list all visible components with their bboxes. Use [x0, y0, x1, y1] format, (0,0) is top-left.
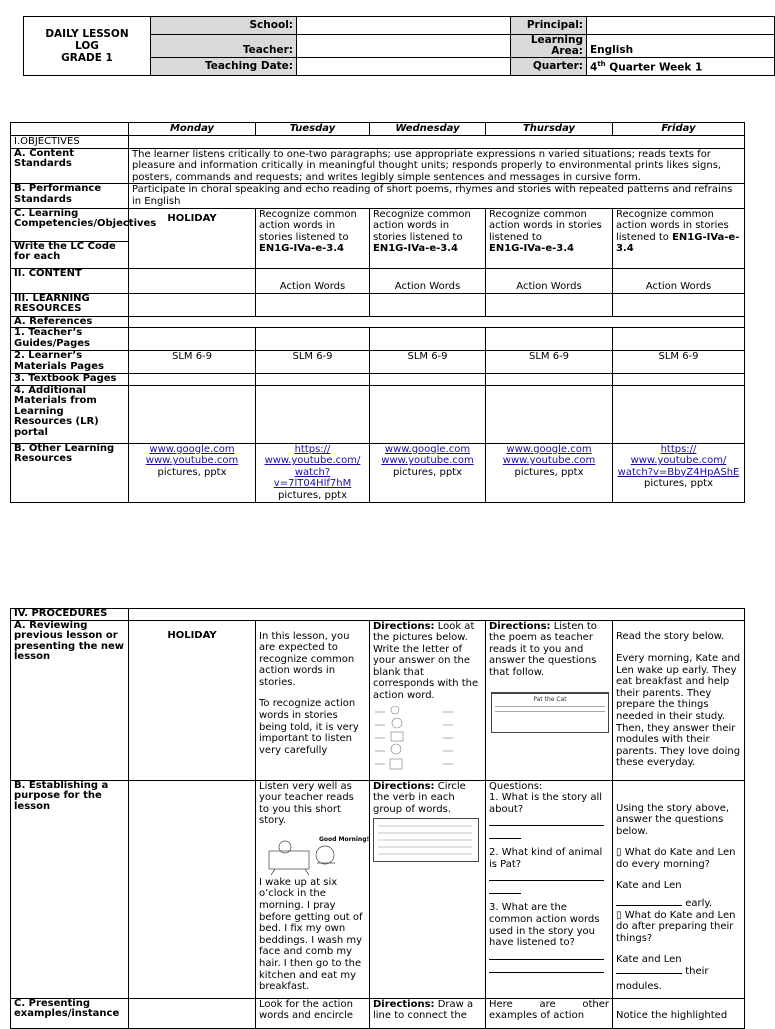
- tuesday-reviewing: In this lesson, you are expected to recognize common action words in stories. To recognize action words in stories being told, it is very important to listen very carefully: [256, 620, 370, 780]
- friday-presenting: Notice the highlighted: [613, 998, 745, 1028]
- school-field: [297, 17, 511, 35]
- friday-competency: Recognize common action words in stories listened to EN1G-IVa-e-3.4: [613, 208, 745, 268]
- other-resources-wednesday: www.google.com www.youtube.com pictures, pptx: [370, 443, 486, 502]
- thursday-competency: Recognize common action words in stories listened to EN1G-IVa-e-3.4: [486, 208, 613, 268]
- learning-area-value: English: [587, 35, 775, 58]
- day-monday: Monday: [129, 123, 256, 136]
- youtube-video-link[interactable]: https:// www.youtube.com/ watch? v=7lT04Hlf7hM: [264, 443, 361, 490]
- box-bullet-icon: ▯: [616, 909, 622, 921]
- google-link[interactable]: www.google.com: [506, 443, 592, 455]
- content-label: II. CONTENT: [11, 268, 129, 293]
- content-standards-label: A. Content Standards: [11, 148, 129, 184]
- tuesday-competency: Recognize common action words in stories listened to EN1G-IVa-e-3.4: [256, 208, 370, 268]
- competencies-label: C. Learning Competencies/Objectives Write the LC Code for each: [11, 208, 129, 268]
- box-bullet-icon: ▯: [616, 847, 622, 859]
- friday-reviewing: Read the story below. Every morning, Kate and Len wake up early. They eat breakfast and help their parents. They prepare the things needed in their study. Then, they answer their modules with their parents. They love doing these everyday.: [613, 620, 745, 780]
- teachers-guide-label: 1. Teacher’s Guides/Pages: [11, 328, 129, 351]
- youtube-link[interactable]: www.youtube.com: [381, 455, 474, 467]
- content-standards-text: The learner listens critically to one-two paragraphs; use appropriate expressions n varied situations; reads texts for pleasure and information critically in meaningful thought units; responds properly to environmental prints likes signs, posters, commands and requests; and writes legibly simple sentences and messages in cursive form.: [129, 148, 745, 184]
- references-label: A. References: [11, 316, 129, 328]
- learners-materials-label: 2. Learner’s Materials Pages: [11, 351, 129, 374]
- youtube-link[interactable]: www.youtube.com: [502, 455, 596, 467]
- monday-holiday-procedures: HOLIDAY: [129, 620, 256, 780]
- matching-worksheet-image: [373, 704, 479, 774]
- learning-resources-label: III. LEARNING RESOURCES: [11, 293, 129, 316]
- header-table: [23, 16, 775, 76]
- procedures-table: [10, 608, 745, 1029]
- establishing-purpose-label: B. Establishing a purpose for the lesson: [11, 780, 129, 998]
- day-thursday: Thursday: [486, 123, 613, 136]
- quarter-value: 4th Quarter Week 1: [587, 58, 775, 76]
- youtube-video-link[interactable]: https:// www.youtube.com/ watch?v=BbyZ4HpAShE: [617, 443, 740, 478]
- google-link[interactable]: www.google.com: [149, 443, 235, 455]
- teaching-date-label: Teaching Date:: [151, 58, 297, 76]
- other-resources-tuesday: https:// www.youtube.com/ watch? v=7lT04Hlf7hM pictures, pptx: [256, 443, 370, 502]
- objectives-label: I.OBJECTIVES: [11, 136, 129, 149]
- teacher-field: [297, 35, 511, 58]
- school-label: School:: [151, 17, 297, 35]
- procedures-label: IV. PROCEDURES: [11, 609, 129, 621]
- wednesday-presenting: Directions: Draw a line to connect the: [370, 998, 486, 1028]
- objectives-table: [10, 122, 745, 503]
- good-morning-illustration: [265, 833, 370, 875]
- thursday-reviewing: Directions: Listen to the poem as teacher reads it to you and answer the questions that follow. Pat the Cat: [486, 620, 613, 780]
- wednesday-purpose: Directions: Circle the verb in each group of words.: [370, 780, 486, 998]
- youtube-link[interactable]: www.youtube.com: [145, 455, 239, 467]
- other-resources-monday: www.google.com www.youtube.com pictures, pptx: [129, 443, 256, 502]
- slm-monday: SLM 6-9: [129, 351, 256, 374]
- other-resources-thursday: www.google.com www.youtube.com pictures, pptx: [486, 443, 613, 502]
- tuesday-presenting: Look for the action words and encircle: [256, 998, 370, 1028]
- slm-wednesday: SLM 6-9: [370, 351, 486, 374]
- monday-holiday: HOLIDAY: [129, 208, 256, 268]
- other-resources-friday: https:// www.youtube.com/ watch?v=BbyZ4HpAShE pictures, pptx: [613, 443, 745, 502]
- textbook-label: 3. Textbook Pages: [11, 374, 129, 386]
- content-thursday: Action Words: [486, 268, 613, 293]
- tuesday-purpose: Listen very well as your teacher reads to you this short story. Good Morning! I wake up at six o’clock in the morning. I pray before getting out of bed. I fix my own beddings. I wash my face and comb my hair. I then go to the kitchen and eat my breakfast.: [256, 780, 370, 998]
- slm-tuesday: SLM 6-9: [256, 351, 370, 374]
- teacher-label: Teacher:: [151, 35, 297, 58]
- day-wednesday: Wednesday: [370, 123, 486, 136]
- performance-standards-label: B. Performance Standards: [11, 184, 129, 208]
- day-tuesday: Tuesday: [256, 123, 370, 136]
- performance-standards-text: Participate in choral speaking and echo reading of short poems, rhymes and stories with repeated patterns and refrains in English: [129, 184, 745, 208]
- principal-label: Principal:: [511, 17, 587, 35]
- content-tuesday: Action Words: [256, 268, 370, 293]
- poem-image: Pat the Cat: [491, 692, 609, 733]
- teaching-date-field: [297, 58, 511, 76]
- thursday-purpose: Questions: 1. What is the story all about? 2. What kind of animal is Pat? 3. What are the common action words used in the story you have listened to?: [486, 780, 613, 998]
- reviewing-label: A. Reviewing previous lesson or presenting the new lesson: [11, 620, 129, 780]
- wednesday-competency: Recognize common action words in stories listened to EN1G-IVa-e-3.4: [370, 208, 486, 268]
- slm-thursday: SLM 6-9: [486, 351, 613, 374]
- thursday-presenting: Here are other examples of action: [486, 998, 613, 1028]
- principal-field: [587, 17, 775, 35]
- svg-text:Good Morning!: Good Morning!: [319, 835, 370, 843]
- other-resources-label: B. Other Learning Resources: [11, 443, 129, 502]
- content-friday: Action Words: [613, 268, 745, 293]
- slm-friday: SLM 6-9: [613, 351, 745, 374]
- google-link[interactable]: www.google.com: [384, 443, 471, 455]
- content-wednesday: Action Words: [370, 268, 486, 293]
- learning-area-label: Learning Area:: [511, 35, 587, 58]
- presenting-examples-label: C. Presenting examples/instance: [11, 998, 129, 1028]
- wednesday-reviewing: Directions: Look at the pictures below. Write the letter of your answer on the blank that corresponds with the action word.: [370, 620, 486, 780]
- dll-title: DAILY LESSON LOG GRADE 1: [24, 17, 151, 76]
- circle-verb-worksheet-image: [373, 818, 479, 862]
- quarter-label: Quarter:: [511, 58, 587, 76]
- friday-purpose: Using the story above, answer the questions below. ▯ What do Kate and Len do every morning? Kate and Len early. ▯ What do Kate and Len do after preparing their things? Kate and Len their modules.: [613, 780, 745, 998]
- day-friday: Friday: [613, 123, 745, 136]
- additional-materials-label: 4. Additional Materials from Learning Resources (LR) portal: [11, 385, 129, 443]
